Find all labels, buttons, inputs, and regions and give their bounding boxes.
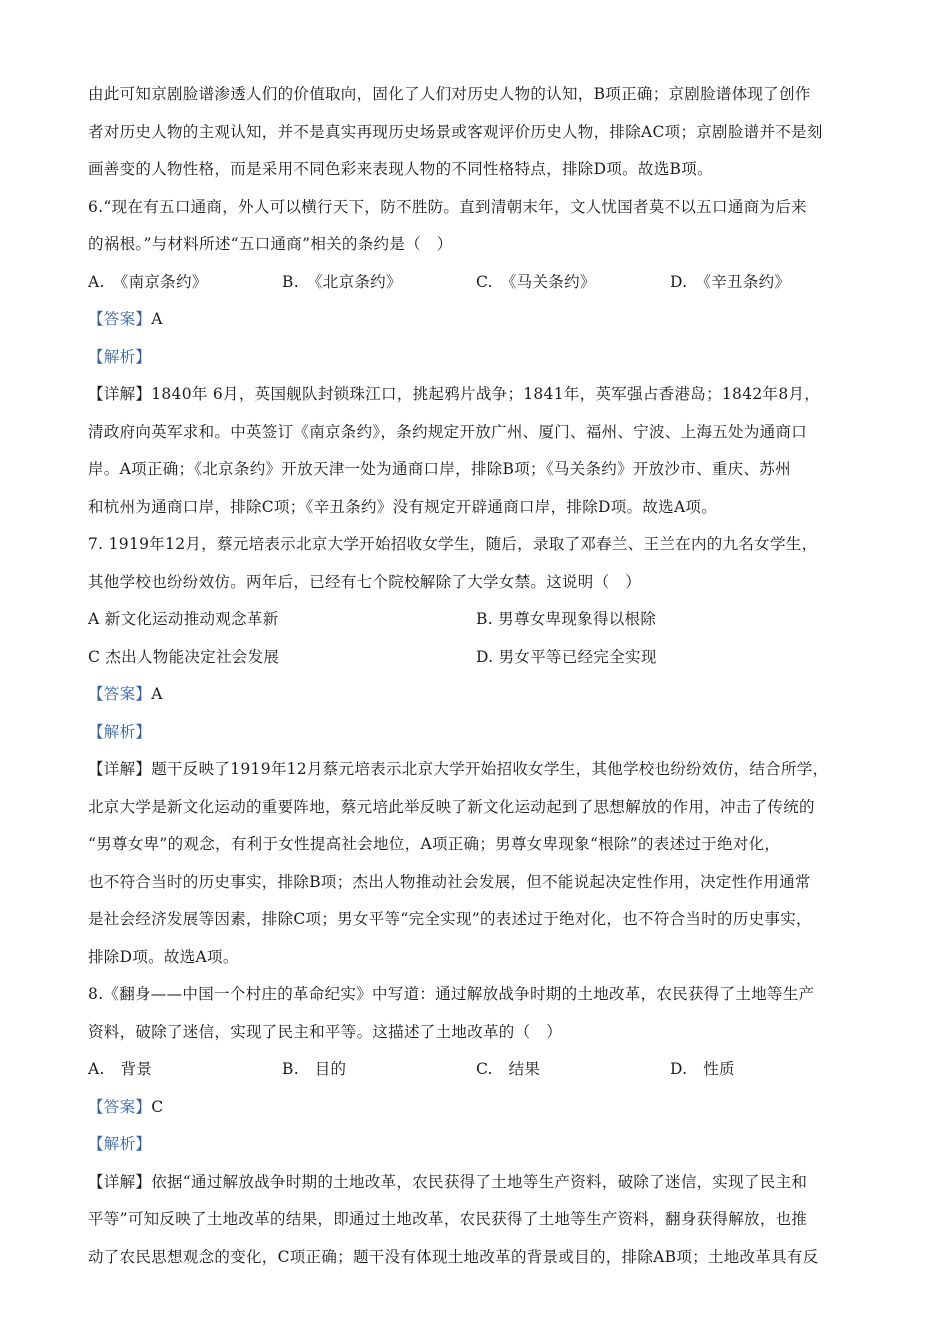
question-stem: 的祸根。”与材料所述“五口通商”相关的条约是（ ） (88, 235, 453, 253)
options-row (88, 1051, 878, 1089)
document-page (88, 76, 878, 1276)
detail-text: 依据“通过解放战争时期的土地改革，农民获得了土地等生产资料，破除了迷信，实现了民主和 (151, 1172, 808, 1191)
detail-tag: 【详解】 (88, 760, 152, 778)
options-row (88, 601, 878, 639)
detail-text: 是社会经济发展等因素，排除C项；男女平等“完全实现”的表述过于绝对化，也不符合当时的历史事实， (88, 910, 812, 928)
analysis-tag: 【解析】 (88, 1135, 152, 1153)
option-b: B. 目的 (282, 1060, 347, 1078)
answer-line (88, 676, 878, 714)
intro-paragraph (88, 76, 878, 189)
analysis-tag: 【解析】 (88, 722, 152, 741)
detail-text: 动了农民思想观念的变化，C项正确；题干没有体现土地改革的背景或目的，排除AB项；土地改革具有反 (88, 1247, 819, 1266)
detail-text: 题干反映了1919年12月蔡元培表示北京大学开始招收女学生，其他学校也纷纷效仿，结合所学， (151, 760, 829, 778)
text-line: 由此可知京剧脸谱渗透人们的价值取向，固化了人们对历史人物的认知，B项正确；京剧脸谱体现了创作 (88, 85, 811, 103)
detail-text: 岸。A项正确；《北京条约》开放天津一处为通商口岸，排除B项；《马关条约》开放沙市、重庆、苏州 (88, 460, 791, 478)
analysis-line (88, 1126, 878, 1164)
detail-text: “男尊女卑”的观念，有利于女性提高社会地位，A项正确；男尊女卑现象“根除”的表述过于绝对化， (88, 835, 781, 853)
detail-text: 和杭州为通商口岸，排除C项；《辛丑条约》没有规定开辟通商口岸，排除D项。故选A项。 (88, 497, 718, 516)
answer-value: A (151, 685, 163, 703)
detail-text: 清政府向英军求和。中英签订《南京条约》，条约规定开放广州、厦门、福州、宁波、上海五处为通商口 (88, 422, 808, 441)
option-c: C. 结果 (476, 1060, 541, 1078)
analysis-line (88, 339, 878, 377)
answer-tag: 【答案】 (88, 1097, 152, 1116)
question-stem: 8.《翻身——中国一个村庄的革命纪实》中写道：通过解放战争时期的土地改革，农民获得了土地等生产 (88, 985, 815, 1003)
option-d: D. 性质 (670, 1060, 735, 1078)
option-a: A. 背景 (88, 1060, 153, 1078)
detail-tag: 【详解】 (88, 385, 152, 403)
detail-text: 排除D项。故选A项。 (88, 947, 239, 966)
detail-text: 也不符合当时的历史事实，排除B项；杰出人物推动社会发展，但不能说起决定性作用，决定性作用通常 (88, 872, 811, 891)
answer-value: A (151, 310, 163, 328)
answer-tag: 【答案】 (88, 310, 152, 328)
detail-text: 北京大学是新文化运动的重要阵地，蔡元培此举反映了新文化运动起到了思想解放的作用，冲击了传统的 (88, 797, 815, 816)
question-stem: 6.“现在有五口通商，外人可以横行天下，防不胜防。直到清朝末年，文人忧国者莫不以五口通商为后来 (88, 197, 807, 216)
question-stem: 资料，破除了迷信，实现了民主和平等。这描述了土地改革的（ ） (88, 1022, 563, 1041)
text-line: 者对历史人物的主观认知，并不是真实再现历史场景或客观评价历史人物，排除AC项；京剧脸谱并不是刻 (88, 122, 823, 141)
answer-value: C (151, 1097, 164, 1116)
text-line: 画善变的人物性格，而是采用不同色彩来表现人物的不同性格特点，排除D项。故选B项。 (88, 160, 713, 178)
answer-line (88, 301, 878, 339)
option-d: D. 《辛丑条约》 (670, 272, 791, 291)
options-row (88, 264, 878, 302)
question-8 (88, 976, 878, 1276)
option-b: B. 《北京条约》 (282, 272, 402, 291)
options-row (88, 639, 878, 677)
option-d: D. 男女平等已经完全实现 (476, 647, 657, 666)
answer-tag: 【答案】 (88, 685, 152, 703)
detail-text: 平等”可知反映了土地改革的结果，即通过土地改革，农民获得了土地等生产资料，翻身获得解放，也推 (88, 1210, 808, 1228)
option-c: C. 《马关条约》 (476, 272, 596, 291)
detail-line (88, 751, 878, 789)
option-c: C 杰出人物能决定社会发展 (88, 647, 280, 666)
analysis-tag: 【解析】 (88, 347, 152, 366)
question-stem: 其他学校也纷纷效仿。两年后，已经有七个院校解除了大学女禁。这说明（ ） (88, 572, 642, 591)
detail-text: 1840年 6月，英国舰队封锁珠江口，挑起鸦片战争；1841年，英军强占香港岛；1842年8月， (151, 385, 821, 403)
question-7 (88, 526, 878, 976)
detail-line (88, 1164, 878, 1202)
option-b: B. 男尊女卑现象得以根除 (476, 610, 657, 628)
option-a: A 新文化运动推动观念革新 (88, 610, 279, 628)
question-6 (88, 189, 878, 527)
question-stem: 7. 1919年12月，蔡元培表示北京大学开始招收女学生，随后，录取了邓春兰、王兰在内的九名女学生， (88, 535, 818, 553)
analysis-line (88, 714, 878, 752)
detail-tag: 【详解】 (88, 1172, 152, 1191)
option-a: A. 《南京条约》 (88, 272, 208, 291)
detail-line (88, 376, 878, 414)
answer-line (88, 1089, 878, 1127)
